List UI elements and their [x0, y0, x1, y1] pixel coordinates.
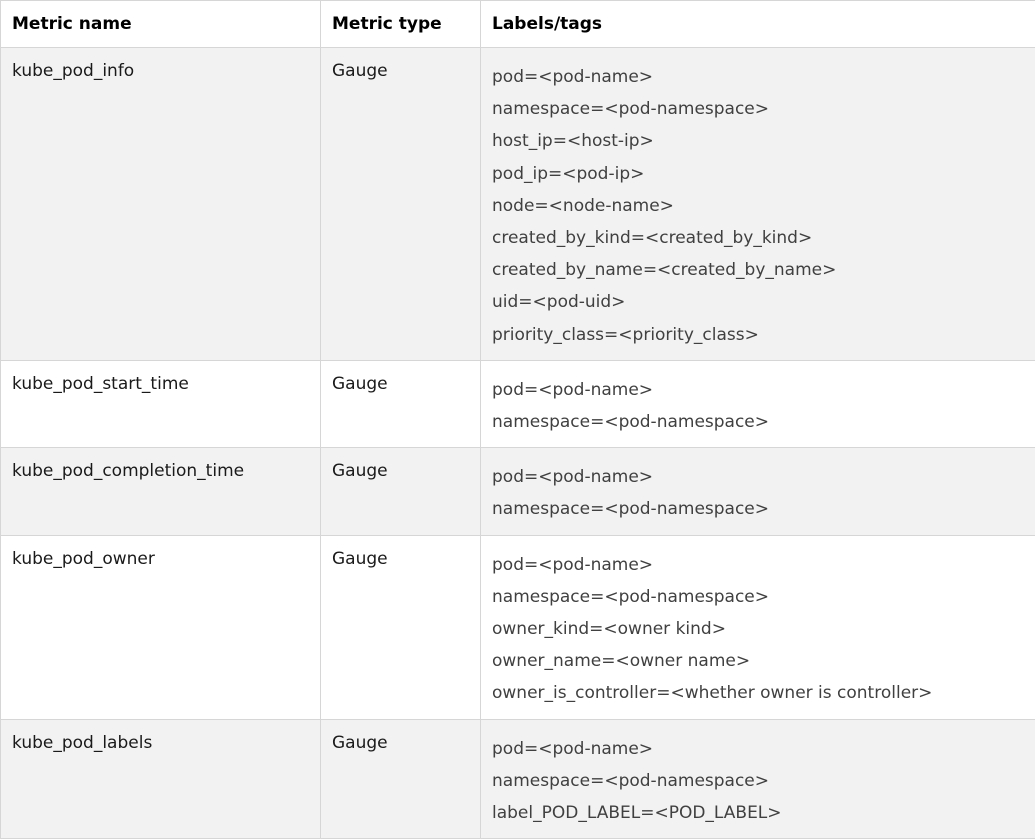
metric-type: Gauge — [332, 461, 388, 481]
label-tag: pod=<pod-name> — [492, 461, 1024, 493]
label-tag: node=<node-name> — [492, 190, 1024, 222]
metric-type-cell — [321, 48, 481, 361]
label-tag: owner_name=<owner name> — [492, 645, 1024, 677]
table-row — [1, 48, 1035, 361]
metric-name: kube_pod_start_time — [12, 374, 189, 394]
metric-type-cell — [321, 719, 481, 839]
labels-cell — [481, 719, 1035, 839]
metric-type: Gauge — [332, 549, 388, 569]
metric-name-cell — [1, 535, 321, 719]
metric-type: Gauge — [332, 61, 388, 81]
metric-name-cell — [1, 719, 321, 839]
metric-type: Gauge — [332, 374, 388, 394]
header-labels: Labels/tags — [481, 1, 1035, 48]
labels-cell — [481, 448, 1035, 535]
label-tag: pod=<pod-name> — [492, 733, 1024, 765]
label-tag: pod=<pod-name> — [492, 549, 1024, 581]
labels-cell — [481, 48, 1035, 361]
table-row — [1, 448, 1035, 535]
metric-name-cell — [1, 48, 321, 361]
label-tag: namespace=<pod-namespace> — [492, 581, 1024, 613]
label-tag: namespace=<pod-namespace> — [492, 493, 1024, 525]
label-tag: namespace=<pod-namespace> — [492, 93, 1024, 125]
label-tag: owner_is_controller=<whether owner is controller> — [492, 677, 1024, 709]
label-tag: pod_ip=<pod-ip> — [492, 158, 1024, 190]
metric-type: Gauge — [332, 733, 388, 753]
label-tag: label_POD_LABEL=<POD_LABEL> — [492, 797, 1024, 829]
label-tag: created_by_kind=<created_by_kind> — [492, 222, 1024, 254]
metric-name: kube_pod_owner — [12, 549, 155, 569]
metric-name: kube_pod_completion_time — [12, 461, 244, 481]
label-tag: host_ip=<host-ip> — [492, 125, 1024, 157]
label-tag: pod=<pod-name> — [492, 61, 1024, 93]
header-row — [1, 1, 1035, 48]
label-tag: namespace=<pod-namespace> — [492, 765, 1024, 797]
labels-cell — [481, 360, 1035, 447]
header-metric-type: Metric type — [321, 1, 481, 48]
label-tag: namespace=<pod-namespace> — [492, 406, 1024, 438]
metric-name: kube_pod_info — [12, 61, 134, 81]
table-row — [1, 719, 1035, 839]
table-row — [1, 360, 1035, 447]
metric-name: kube_pod_labels — [12, 733, 152, 753]
label-tag: pod=<pod-name> — [492, 374, 1024, 406]
table-header — [1, 1, 1035, 48]
table-body — [1, 48, 1035, 839]
labels-cell — [481, 535, 1035, 719]
metric-type-cell — [321, 535, 481, 719]
table-row — [1, 535, 1035, 719]
metric-name-cell — [1, 448, 321, 535]
label-tag: created_by_name=<created_by_name> — [492, 254, 1024, 286]
metric-name-cell — [1, 360, 321, 447]
label-tag: uid=<pod-uid> — [492, 286, 1024, 318]
header-metric-name: Metric name — [1, 1, 321, 48]
label-tag: priority_class=<priority_class> — [492, 319, 1024, 351]
metric-type-cell — [321, 360, 481, 447]
label-tag: owner_kind=<owner kind> — [492, 613, 1024, 645]
metric-type-cell — [321, 448, 481, 535]
